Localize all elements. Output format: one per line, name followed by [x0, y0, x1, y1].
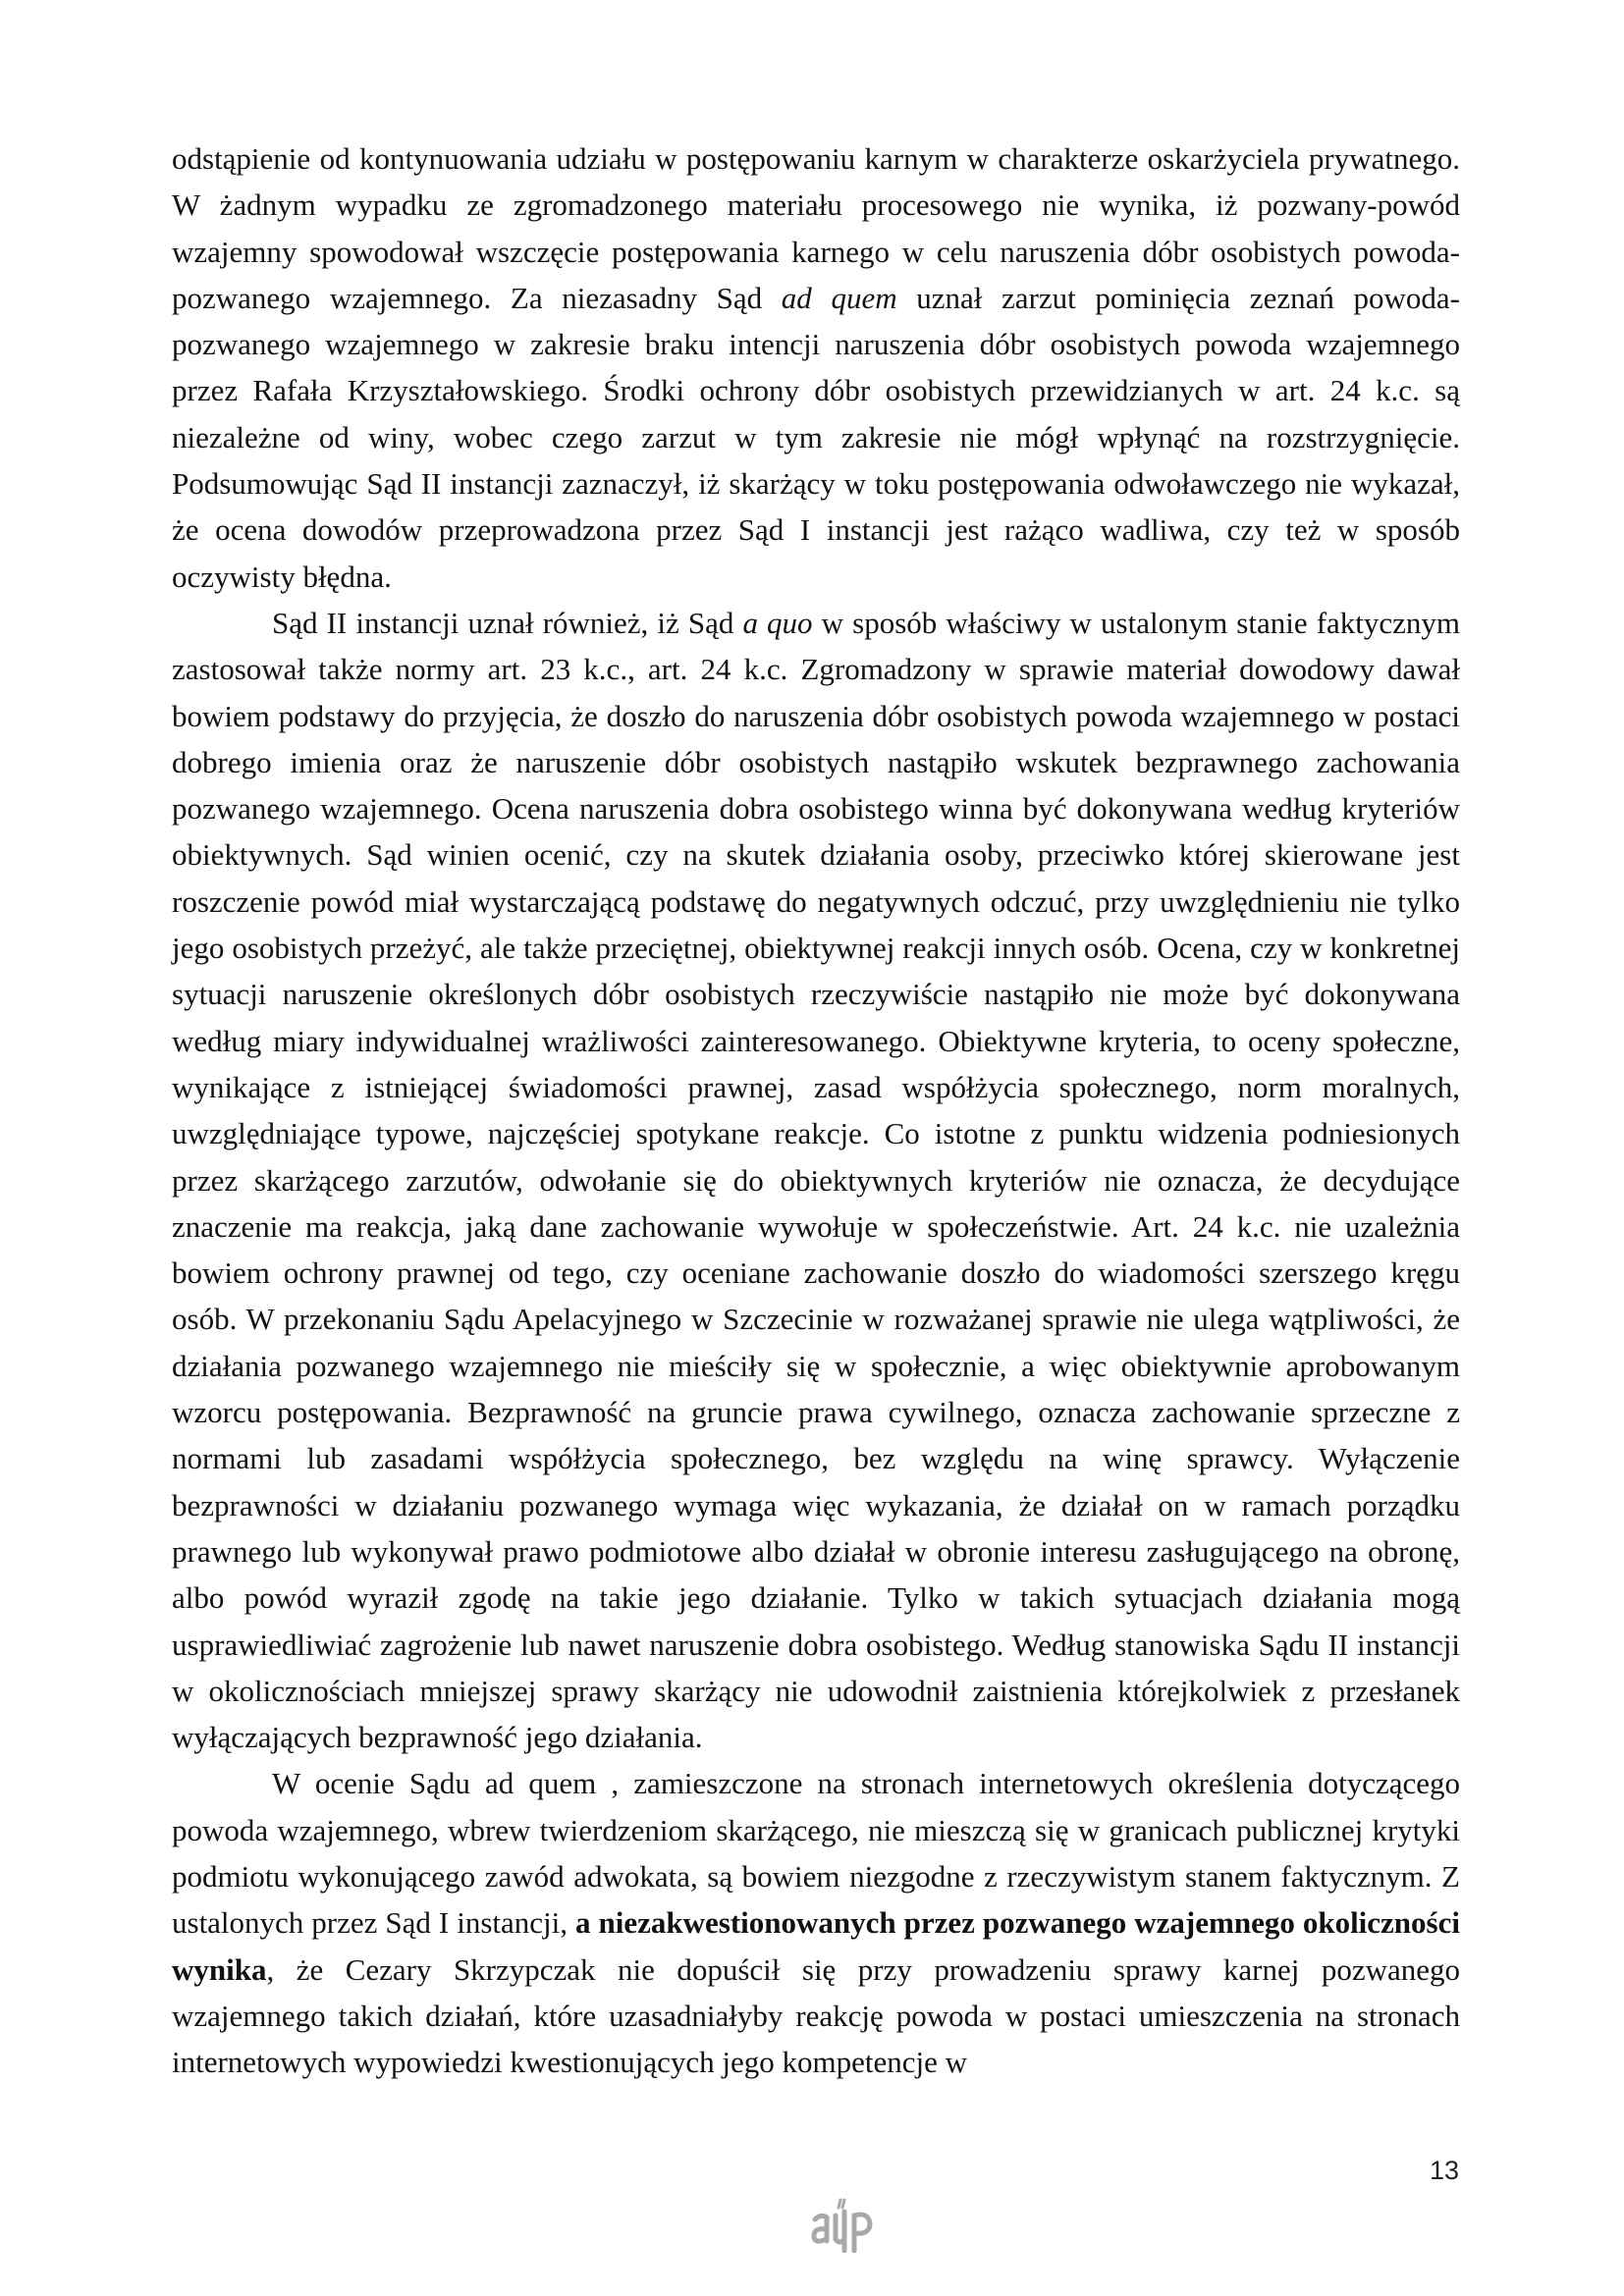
latin-phrase-ad-quem: ad quem [781, 280, 897, 315]
aip-logo-icon [807, 2190, 888, 2253]
paragraph-1-segment-1: odstąpienie od kontynuowania udziału w postępowaniu karnym w charakterze oskarżyciela prywatnego. W żadnym wypadku ze zgromadzonego materiału procesowego nie wynika, iż pozwany-powód wzajemny spowodował wszczęcie postępowania karnego w celu naruszenia dóbr osobistych powoda-pozwanego wzajemnego. Za niezasadny Sąd [172, 141, 1460, 315]
paragraph-3-segment-1: W ocenie Sądu ad quem , zamieszczone na stronach internetowych określenia dotyczącego powoda wzajemnego, wbrew twierdzeniom skarżącego, nie mieszczą się w granicach publicznej krytyki podmiotu wykonującego zawód adwokata, są bowiem niezgodne z rzeczywistym stanem faktycznym. Z ustalonych przez Sąd I instancji, [172, 1766, 1460, 1941]
paragraph-2-segment-1: Sąd II instancji uznał również, iż Sąd [272, 605, 743, 640]
paragraph-2 [172, 600, 1460, 1760]
bold-emphasis: a niezakwestionowanych przez pozwanego wzajemnego okoliczności wynika [172, 1905, 1460, 1987]
paragraph-1-segment-3: uznał zarzut pominięcia zeznań powoda-pozwanego wzajemnego w zakresie braku intencji naruszenia dóbr osobistych powoda wzajemnego przez Rafała Krzyształowskiego. Środki ochrony dóbr osobistych przewidzianych w art. 24 k.c. są niezależne od winy, wobec czego zarzut w tym zakresie nie mógł wpłynąć na rozstrzygnięcie. Podsumowując Sąd II instancji zaznaczył, iż skarżący w toku postępowania odwoławczego nie wykazał, że ocena dowodów przeprowadzona przez Sąd I instancji jest rażąco wadliwa, czy też w sposób oczywisty błędna. [172, 280, 1460, 594]
latin-phrase-a-quo: a quo [742, 605, 813, 640]
document-body [172, 135, 1460, 2085]
paragraph-3-segment-3: , że Cezary Skrzypczak nie dopuścił się przy prowadzeniu sprawy karnej pozwanego wzajemnego takich działań, które uzasadniałyby reakcję powoda w postaci umieszczenia na stronach internetowych wypowiedzi kwestionujących jego kompetencje w [172, 1951, 1460, 2080]
paragraph-1 [172, 135, 1460, 600]
paragraph-2-segment-3: w sposób właściwy w ustalonym stanie faktycznym zastosował także normy art. 23 k.c., art. 24 k.c. Zgromadzony w sprawie materiał dowodowy dawał bowiem podstawy do przyjęcia, że doszło do naruszenia dóbr osobistych powoda wzajemnego w postaci dobrego imienia oraz że naruszenie dóbr osobistych nastąpiło wskutek bezprawnego zachowania pozwanego wzajemnego. Ocena naruszenia dobra osobistego winna być dokonywana według kryteriów obiektywnych. Sąd winien ocenić, czy na skutek działania osoby, przeciwko której skierowane jest roszczenie powód miał wystarczającą podstawę do negatywnych odczuć, przy uwzględnieniu nie tylko jego osobistych przeżyć, ale także przeciętnej, obiektywnej reakcji innych osób. Ocena, czy w konkretnej sytuacji naruszenie określonych dóbr osobistych rzeczywiście nastąpiło nie może być dokonywana według miary indywidualnej wrażliwości zainteresowanego. Obiektywne kryteria, to oceny społeczne, wynikające z istniejącej świadomości prawnej, zasad współżycia społecznego, norm moralnych, uwzględniające typowe, najczęściej spotykane reakcje. Co istotne z punktu widzenia podniesionych przez skarżącego zarzutów, odwołanie się do obiektywnych kryteriów nie oznacza, że decydujące znaczenie ma reakcja, jaką dane zachowanie wywołuje w społeczeństwie. Art. 24 k.c. nie uzależnia bowiem ochrony prawnej od tego, czy oceniane zachowanie doszło do wiadomości szerszego kręgu osób. W przekonaniu Sądu Apelacyjnego w Szczecinie w rozważanej sprawie nie ulega wątpliwości, że działania pozwanego wzajemnego nie mieściły się w społecznie, a więc obiektywnie aprobowanym wzorcu postępowania. Bezprawność na gruncie prawa cywilnego, oznacza zachowanie sprzeczne z normami lub zasadami współżycia społecznego, bez względu na winę sprawcy. Wyłączenie bezprawności w działaniu pozwanego wymaga więc wykazania, że działał on w ramach porządku prawnego lub wykonywał prawo podmiotowe albo działał w obronie interesu zasługującego na obronę, albo powód wyraził zgodę na takie jego działanie. Tylko w takich sytuacjach działania mogą usprawiedliwiać zagrożenie lub nawet naruszenie dobra osobistego. Według stanowiska Sądu II instancji w okolicznościach mniejszej sprawy skarżący nie udowodnił zaistnienia którejkolwiek z przesłanek wyłączających bezprawność jego działania. [172, 605, 1461, 1755]
page-number: 13 [1429, 2156, 1459, 2185]
paragraph-3 [172, 1760, 1460, 2085]
